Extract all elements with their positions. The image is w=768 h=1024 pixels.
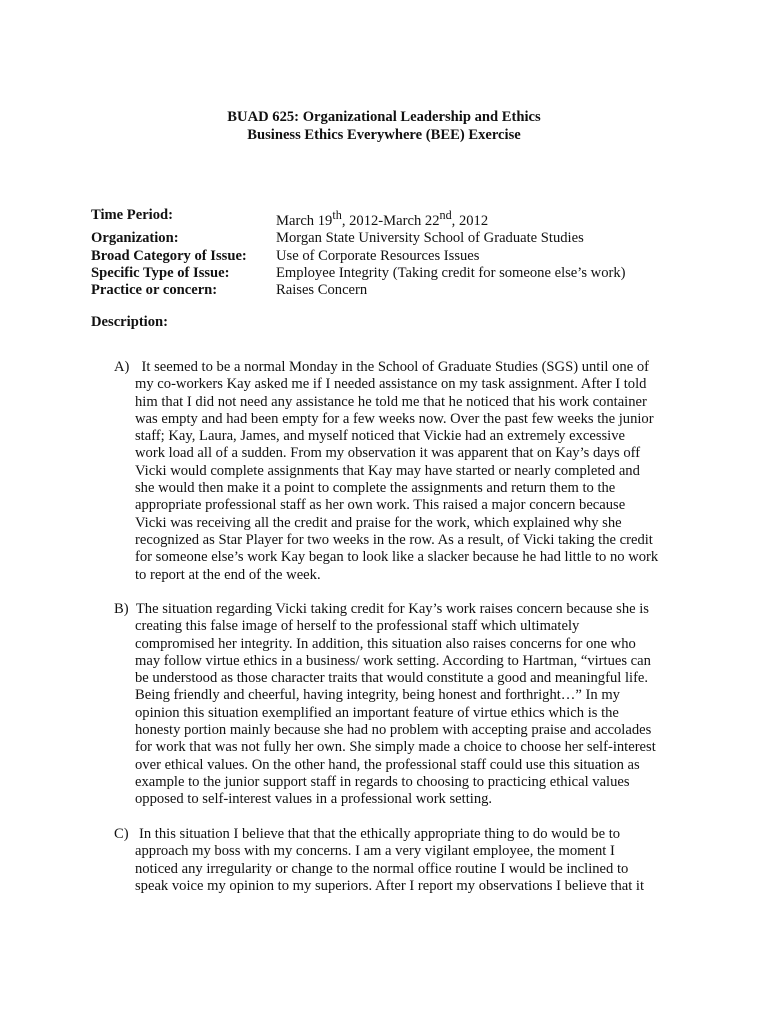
paragraph-line: for work that was not fully her own. She simply made a choice to choose her self-interest xyxy=(135,739,656,756)
paragraph-line: appropriate professional staff as her own work. This raised a major concern because xyxy=(135,497,626,514)
paragraph-line: was empty and had been empty for a few weeks now. Over the past few weeks the junior xyxy=(135,410,654,427)
detail-label: Broad Category of Issue: xyxy=(91,247,247,264)
paragraph-marker: B) xyxy=(114,601,129,617)
detail-row xyxy=(91,282,626,299)
paragraph-line: opinion this situation exemplified an important feature of virtue ethics which is the xyxy=(135,704,619,721)
paragraph-line: Being friendly and cheerful, having integrity, being honest and forthright…” In my xyxy=(135,687,620,704)
paragraph-line: him that I did not need any assistance he told me that he noticed that his work container xyxy=(135,393,647,410)
paragraph-line: It seemed to be a normal Monday in the School of Graduate Studies (SGS) until one of xyxy=(137,359,649,375)
title-exercise: Business Ethics Everywhere (BEE) Exercise xyxy=(247,126,521,143)
detail-label: Practice or concern: xyxy=(91,282,218,299)
paragraph-line: opposed to self-interest values in a professional work setting. xyxy=(135,791,493,808)
detail-label: Time Period: xyxy=(91,207,174,223)
paragraph-line: In this situation I believe that that the ethically appropriate thing to do would be to xyxy=(139,826,621,842)
paragraph-b xyxy=(114,601,656,809)
paragraph-line: may follow virtue ethics in a business/ work setting. According to Hartman, “virtues can xyxy=(135,652,651,669)
document-title xyxy=(0,109,768,144)
paragraph-first-line xyxy=(114,359,649,376)
paragraph-line: The situation regarding Vicki taking credit for Kay’s work raises concern because she is xyxy=(132,601,649,617)
detail-label: Specific Type of Issue: xyxy=(91,265,230,282)
paragraph-first-line xyxy=(114,601,649,618)
detail-row xyxy=(91,230,626,247)
detail-value: Use of Corporate Resources Issues xyxy=(276,247,480,264)
paragraph-line: over ethical values. On the other hand, the professional staff could use this situation as xyxy=(135,756,640,773)
paragraph-line: Vicki was receiving all the credit and praise for the work, which explained why she xyxy=(135,514,622,531)
paragraph-line: Vicki would complete assignments that Kay may have started or nearly completed and xyxy=(135,462,640,479)
detail-row xyxy=(91,265,626,282)
paragraph-line: noticed any irregularity or change to the normal office routine I would be inclined to xyxy=(135,860,629,877)
description-label: Description: xyxy=(91,314,169,330)
paragraph-line: recognized as Star Player for two weeks in the row. As a result, of Vicki taking the credit xyxy=(135,531,653,548)
paragraph-marker: A) xyxy=(114,359,130,375)
paragraph-line: creating this false image of herself to the professional staff which ultimately xyxy=(135,618,580,635)
detail-value: Raises Concern xyxy=(276,282,368,299)
detail-value: March 19th, 2012-March 22nd, 2012 xyxy=(276,208,489,229)
detail-value: Employee Integrity (Taking credit for someone else’s work) xyxy=(276,265,626,282)
paragraph-line: staff; Kay, Laura, James, and myself noticed that Vickie had an extremely excessive xyxy=(135,428,626,445)
paragraph-line: example to the junior support staff in regards to choosing to practicing ethical values xyxy=(135,773,630,790)
detail-row xyxy=(91,248,626,265)
paragraph-a xyxy=(114,359,659,584)
title-course: BUAD 625: Organizational Leadership and Ethics xyxy=(227,109,541,125)
paragraph-line: honesty portion mainly because she had no problem with accepting praise and accolades xyxy=(135,722,652,739)
detail-label: Organization: xyxy=(91,230,179,247)
paragraph-line: work load all of a sudden. From my observation it was apparent that on Kay’s days off xyxy=(135,445,641,462)
paragraph-c xyxy=(114,826,649,895)
paragraph-line: approach my boss with my concerns. I am a very vigilant employee, the moment I xyxy=(135,843,615,860)
paragraph-line: speak voice my opinion to my superiors. After I report my observations I believe that it xyxy=(135,877,645,894)
paragraph-marker: C) xyxy=(114,826,129,842)
paragraph-line: my co-workers Kay asked me if I needed assistance on my task assignment. After I told xyxy=(135,376,647,393)
detail-value: Morgan State University School of Graduate Studies xyxy=(276,230,584,247)
detail-row xyxy=(91,207,626,230)
paragraph-line: to report at the end of the week. xyxy=(135,566,321,583)
paragraph-first-line xyxy=(114,826,649,843)
paragraph-line: she would then make it a point to complete the assignments and return them to the xyxy=(135,480,616,497)
paragraph-line: for someone else’s work Kay began to look like a slacker because he had little to no work xyxy=(135,549,659,566)
paragraph-line: compromised her integrity. In addition, this situation also raises concerns for one who xyxy=(135,635,636,652)
issue-details xyxy=(91,207,626,300)
paragraph-line: be understood as those character traits that would constitute a good and meaningful life. xyxy=(135,670,649,687)
